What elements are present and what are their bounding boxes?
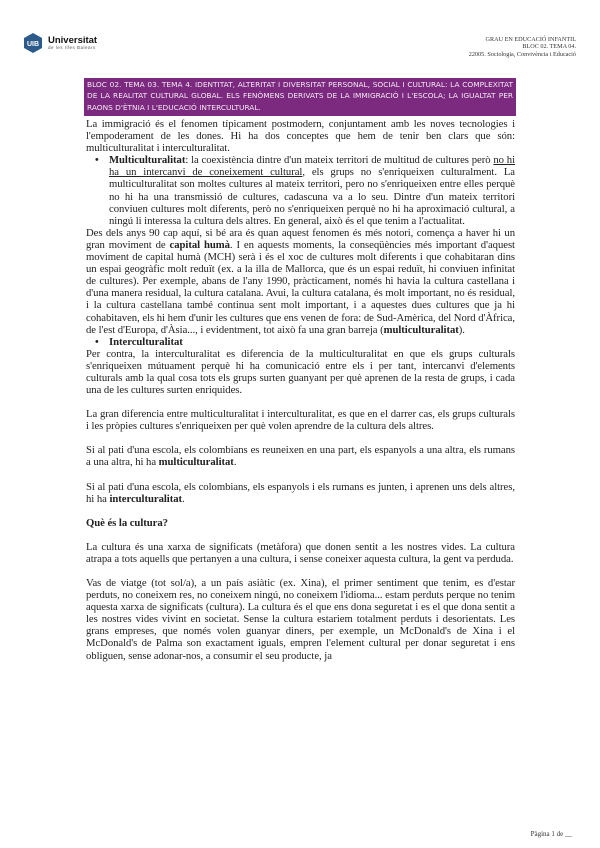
multiculturalitat-item: • Multiculturalitat: la coexistència dintre d'un mateix territori de multitud de cultures però no hi ha un intercanvi de coneixement cultural, els grups no s'enriqueixen culturalment. La multiculturalitat son moltes cultures al mateix territori, pero no s'enriqueixen entre elles perquè no hi ha una transmissió de cultures, cadascuna va a lo seu. Dintre d'un mateix territori conviuen cultures molt diferents, però no s'enriqueixen perquè no hi ha aproximació cultural, a ningú li interessa la cultura dels altres. En general, això és el que tenim a l'actualitat. bbox=[109, 154, 515, 227]
header-line-degree: GRAU EN EDUCACIÓ INFANTIL bbox=[485, 36, 576, 43]
interculturalitat-term: Interculturalitat bbox=[109, 335, 183, 348]
interculturalitat-paragraph: Per contra, la interculturalitat es diferencia de la multiculturalitat en que els grups culturals s'enriqueixen mútuament perquè hi ha comunicació entre els i per tant, intercanvi d'elements culturals amb la qual cosa tots els grups surten guanyant per què aprenen de la resta de grups, i cada una de les cultures surten enriquides. bbox=[86, 347, 515, 397]
example-interculturalitat: Si al pati d'una escola, els colombians, els espanyols i els rumans es junten, i aprenen uns dels altres, hi ha interculturalitat. bbox=[86, 480, 515, 505]
multiculturalitat-term: Multiculturalitat bbox=[109, 154, 186, 167]
uib-emblem-icon bbox=[22, 32, 44, 54]
header-line-subject: 22005. Sociologia, Convivència i Educació bbox=[468, 50, 576, 58]
university-logo bbox=[22, 32, 97, 54]
svg-text:UIB: UIB bbox=[26, 41, 40, 48]
document-body bbox=[86, 118, 515, 662]
interculturalitat-item bbox=[109, 336, 515, 348]
course-header bbox=[469, 36, 576, 58]
university-subtitle: de les Illes Balears bbox=[48, 45, 96, 50]
difference-paragraph: La gran diferencia entre multiculturalitat i interculturalitat, es que en el darrer cas, els grups culturals i les pròpies cultures s'enriqueixen per què volen aprendre de la cultura dels altres. bbox=[86, 408, 515, 433]
intro-paragraph: La immigració és el fenomen típicament postmodern, conjuntament amb les noves tecnologies i l'empoderament de les dones. Hi ha dos conceptes que hem de tenir ben clars que són: multiculturalitat i interculturalitat. bbox=[86, 118, 515, 155]
capital-huma-paragraph: Des dels anys 90 cap aquí, si bé ara és quan aquest fenomen és més notori, comença a haver hi un gran moviment de capital humà. I en aquests moments, la conseqüències més important d'aquest moviment de capital humà (MCH) serà i és el xoc de cultures molt diferents i que cohabitaran dins un espai geogràfic molt reduït (ex. a la illa de Mallorca, que és un espai reduït, hi conviuen infinitat de cultures). Per exemple, abans de l'any 1990, pràcticament, només hi havia la cultura castellana i d'una manera residual, la cultura catalana. Avui, la cultura catalana, és molt important, no és residual, i la cultura castellana també continua sent molt important, i a aquestes dues cultures que ja hi cohabitaven, els hi hem d'unir les cultures que ens venen de fora: de Sud-Amèrica, del Nord d'Àfrica, de l'est d'Europa, d'Àsia..., i evidentment, tot això fa una gran barreja (multiculturalitat). bbox=[86, 226, 515, 336]
viatge-paragraph: Vas de viatge (tot sol/a), a un país asiàtic (ex. Xina), el primer sentiment que tenim, es d'estar perduts, no coneixem res, no coneixem ningú, no coneixem l'idioma... estam perduts perque no tenim aquesta xarxa de significats (cultura). La cultura és el que ens dona seguretat i es el que dona sentit a les nostres vides vivint en societat. Sense la cultura estariem totalment perduts i desorientats. Les grans empreses, que només volen guanyar diners, per exemple, un McDonald's de Xina i el McDonald's de Palma son exactament iguals, empren l'element cultural per donar seguretat i ens obliguen, sense adonar-nos, a consumir el seu producte, ja bbox=[86, 577, 515, 662]
example-multiculturalitat: Si al pati d'una escola, els colombians es reuneixen en una part, els espanyols a una altra, els rumans a una altra, hi ha multiculturalitat. bbox=[86, 444, 515, 469]
multiculturalitat-list bbox=[86, 154, 515, 227]
page-number: Pàgina 1 de __ bbox=[530, 830, 572, 838]
header-line-block: BLOC 02. TEMA 04. bbox=[522, 43, 576, 51]
cultura-paragraph: La cultura és una xarxa de significats (metàfora) que donen sentit a les nostres vides. La cultura atrapa a tots aquells que pertanyen a una cultura, i sense coneixer aquesta cultura, la gent va perduda. bbox=[86, 540, 515, 565]
university-name: Universitat bbox=[48, 34, 98, 46]
underlined-phrase: no hi ha un intercanvi de coneixement cultural bbox=[109, 154, 515, 179]
section-heading: Què és la cultura? bbox=[86, 516, 168, 529]
interculturalitat-list bbox=[86, 336, 515, 348]
topic-banner: BLOC 02. TEMA 03. TEMA 4. IDENTITAT, ALTERITAT I DIVERSITAT PERSONAL, SOCIAL I CULTURAL: LA COMPLEXITAT DE LA REALITAT CULTURAL GLOBAL. ELS FENÒMENS DERIVATS DE LA IMMIGRACIÓ I L'ESCOLA; LA IGUALTAT PER RAONS D'ÈTNIA I L'EDUCACIÓ INTERCULTURAL. bbox=[84, 78, 516, 116]
